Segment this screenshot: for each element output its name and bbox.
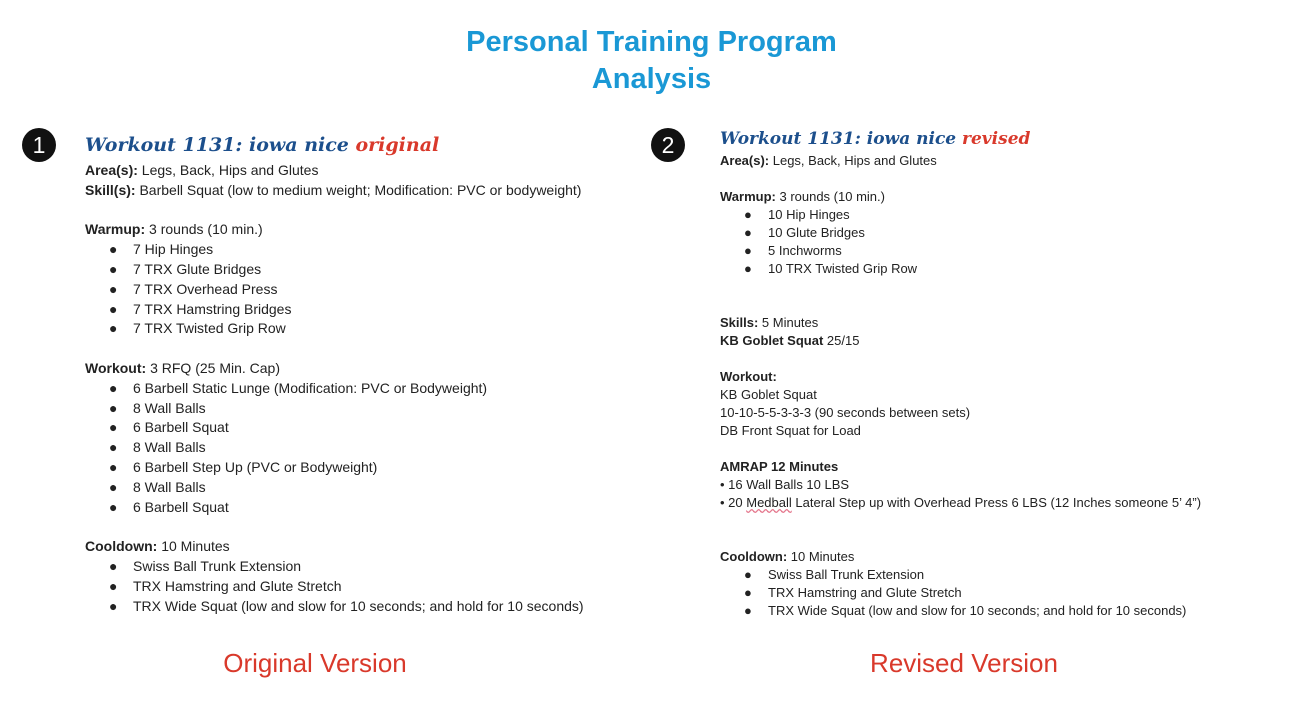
list-item: ● 10 TRX Twisted Grip Row [744, 261, 918, 276]
list-item: ● 7 Hip Hinges [109, 241, 214, 258]
revised-workout-title: Workout 1131: iowa nice revised [720, 129, 1031, 149]
list-item: ● 10 Hip Hinges [744, 207, 850, 222]
original-area: Area(s): Legs, Back, Hips and Glutes [85, 162, 319, 178]
original-warmup-heading: Warmup: 3 rounds (10 min.) [85, 221, 263, 238]
revised-amrap-heading: AMRAP 12 Minutes [720, 459, 839, 474]
badge-original: 1 [22, 128, 56, 162]
list-item: ● 10 Glute Bridges [744, 225, 865, 240]
original-workout-title: Workout 1131: iowa nice original [85, 134, 440, 156]
original-title-accent: original [355, 134, 440, 156]
badge-revised: 2 [651, 128, 685, 162]
list-item: ● 6 Barbell Static Lunge (Modification: PVC or Bodyweight) [109, 379, 488, 396]
list-item: ● Swiss Ball Trunk Extension [109, 557, 302, 574]
revised-cooldown-heading: Cooldown: 10 Minutes [720, 549, 855, 564]
page-title [0, 24, 1303, 98]
list-item: ● 8 Wall Balls [109, 439, 206, 456]
list-item: ● Swiss Ball Trunk Extension [744, 567, 925, 582]
original-workout-heading: Workout: 3 RFQ (25 Min. Cap) [85, 359, 281, 376]
list-item: ● 7 TRX Twisted Grip Row [109, 320, 286, 337]
revised-workout-line: 10-10-5-5-3-3-3 (90 seconds between sets) [720, 405, 971, 420]
original-skill: Skill(s): Barbell Squat (low to medium weight; Modification: PVC or bodyweight) [85, 181, 582, 198]
list-item: ● 6 Barbell Squat [109, 498, 229, 515]
list-item: ● 7 TRX Hamstring Bridges [109, 300, 292, 317]
list-item: ● 6 Barbell Squat [109, 419, 229, 436]
original-workout-list [85, 379, 584, 518]
list-item: ● TRX Hamstring and Glute Stretch [109, 577, 342, 594]
revised-workout-heading: Workout: [720, 369, 777, 384]
revised-cooldown-list [720, 566, 1201, 620]
original-cooldown-list [85, 557, 584, 616]
revised-warmup-list [720, 206, 1201, 278]
page-title-line1: Personal Training Program [466, 26, 837, 58]
revised-skills-detail: KB Goblet Squat 25/15 [720, 333, 860, 348]
revised-warmup-heading: Warmup: 3 rounds (10 min.) [720, 189, 885, 204]
page-title-line2: Analysis [591, 63, 712, 95]
list-item: ● 8 Wall Balls [109, 399, 206, 416]
revised-amrap-line: • 16 Wall Balls 10 LBS [720, 477, 850, 492]
list-item: ● TRX Hamstring and Glute Stretch [744, 585, 962, 600]
revised-skills-heading: Skills: 5 Minutes [720, 315, 819, 330]
revised-workout-line: DB Front Squat for Load [720, 423, 861, 438]
list-item: ● 8 Wall Balls [109, 478, 206, 495]
original-warmup-list [85, 240, 584, 339]
list-item: ● TRX Wide Squat (low and slow for 10 seconds; and hold for 10 seconds) [744, 603, 1187, 618]
list-item: ● TRX Wide Squat (low and slow for 10 seconds; and hold for 10 seconds) [109, 597, 584, 614]
list-item: ● 7 TRX Overhead Press [109, 280, 278, 297]
revised-workout-line: KB Goblet Squat [720, 387, 817, 402]
caption-revised: Revised Version [870, 648, 1058, 678]
list-item: ● 6 Barbell Step Up (PVC or Bodyweight) [109, 458, 378, 475]
revised-area: Area(s): Legs, Back, Hips and Glutes [720, 153, 937, 168]
original-cooldown-heading: Cooldown: 10 Minutes [85, 538, 230, 555]
original-workout-panel [85, 131, 584, 616]
list-item: ● 7 TRX Glute Bridges [109, 260, 262, 277]
revised-title-accent: revised [962, 129, 1031, 149]
revised-amrap-line: • 20 Medball Lateral Step up with Overhead Press 6 LBS (12 Inches someone 5’ 4”) [720, 495, 1202, 510]
list-item: ● 5 Inchworms [744, 243, 842, 258]
revised-workout-panel [720, 128, 1201, 620]
caption-original: Original Version [223, 648, 407, 678]
